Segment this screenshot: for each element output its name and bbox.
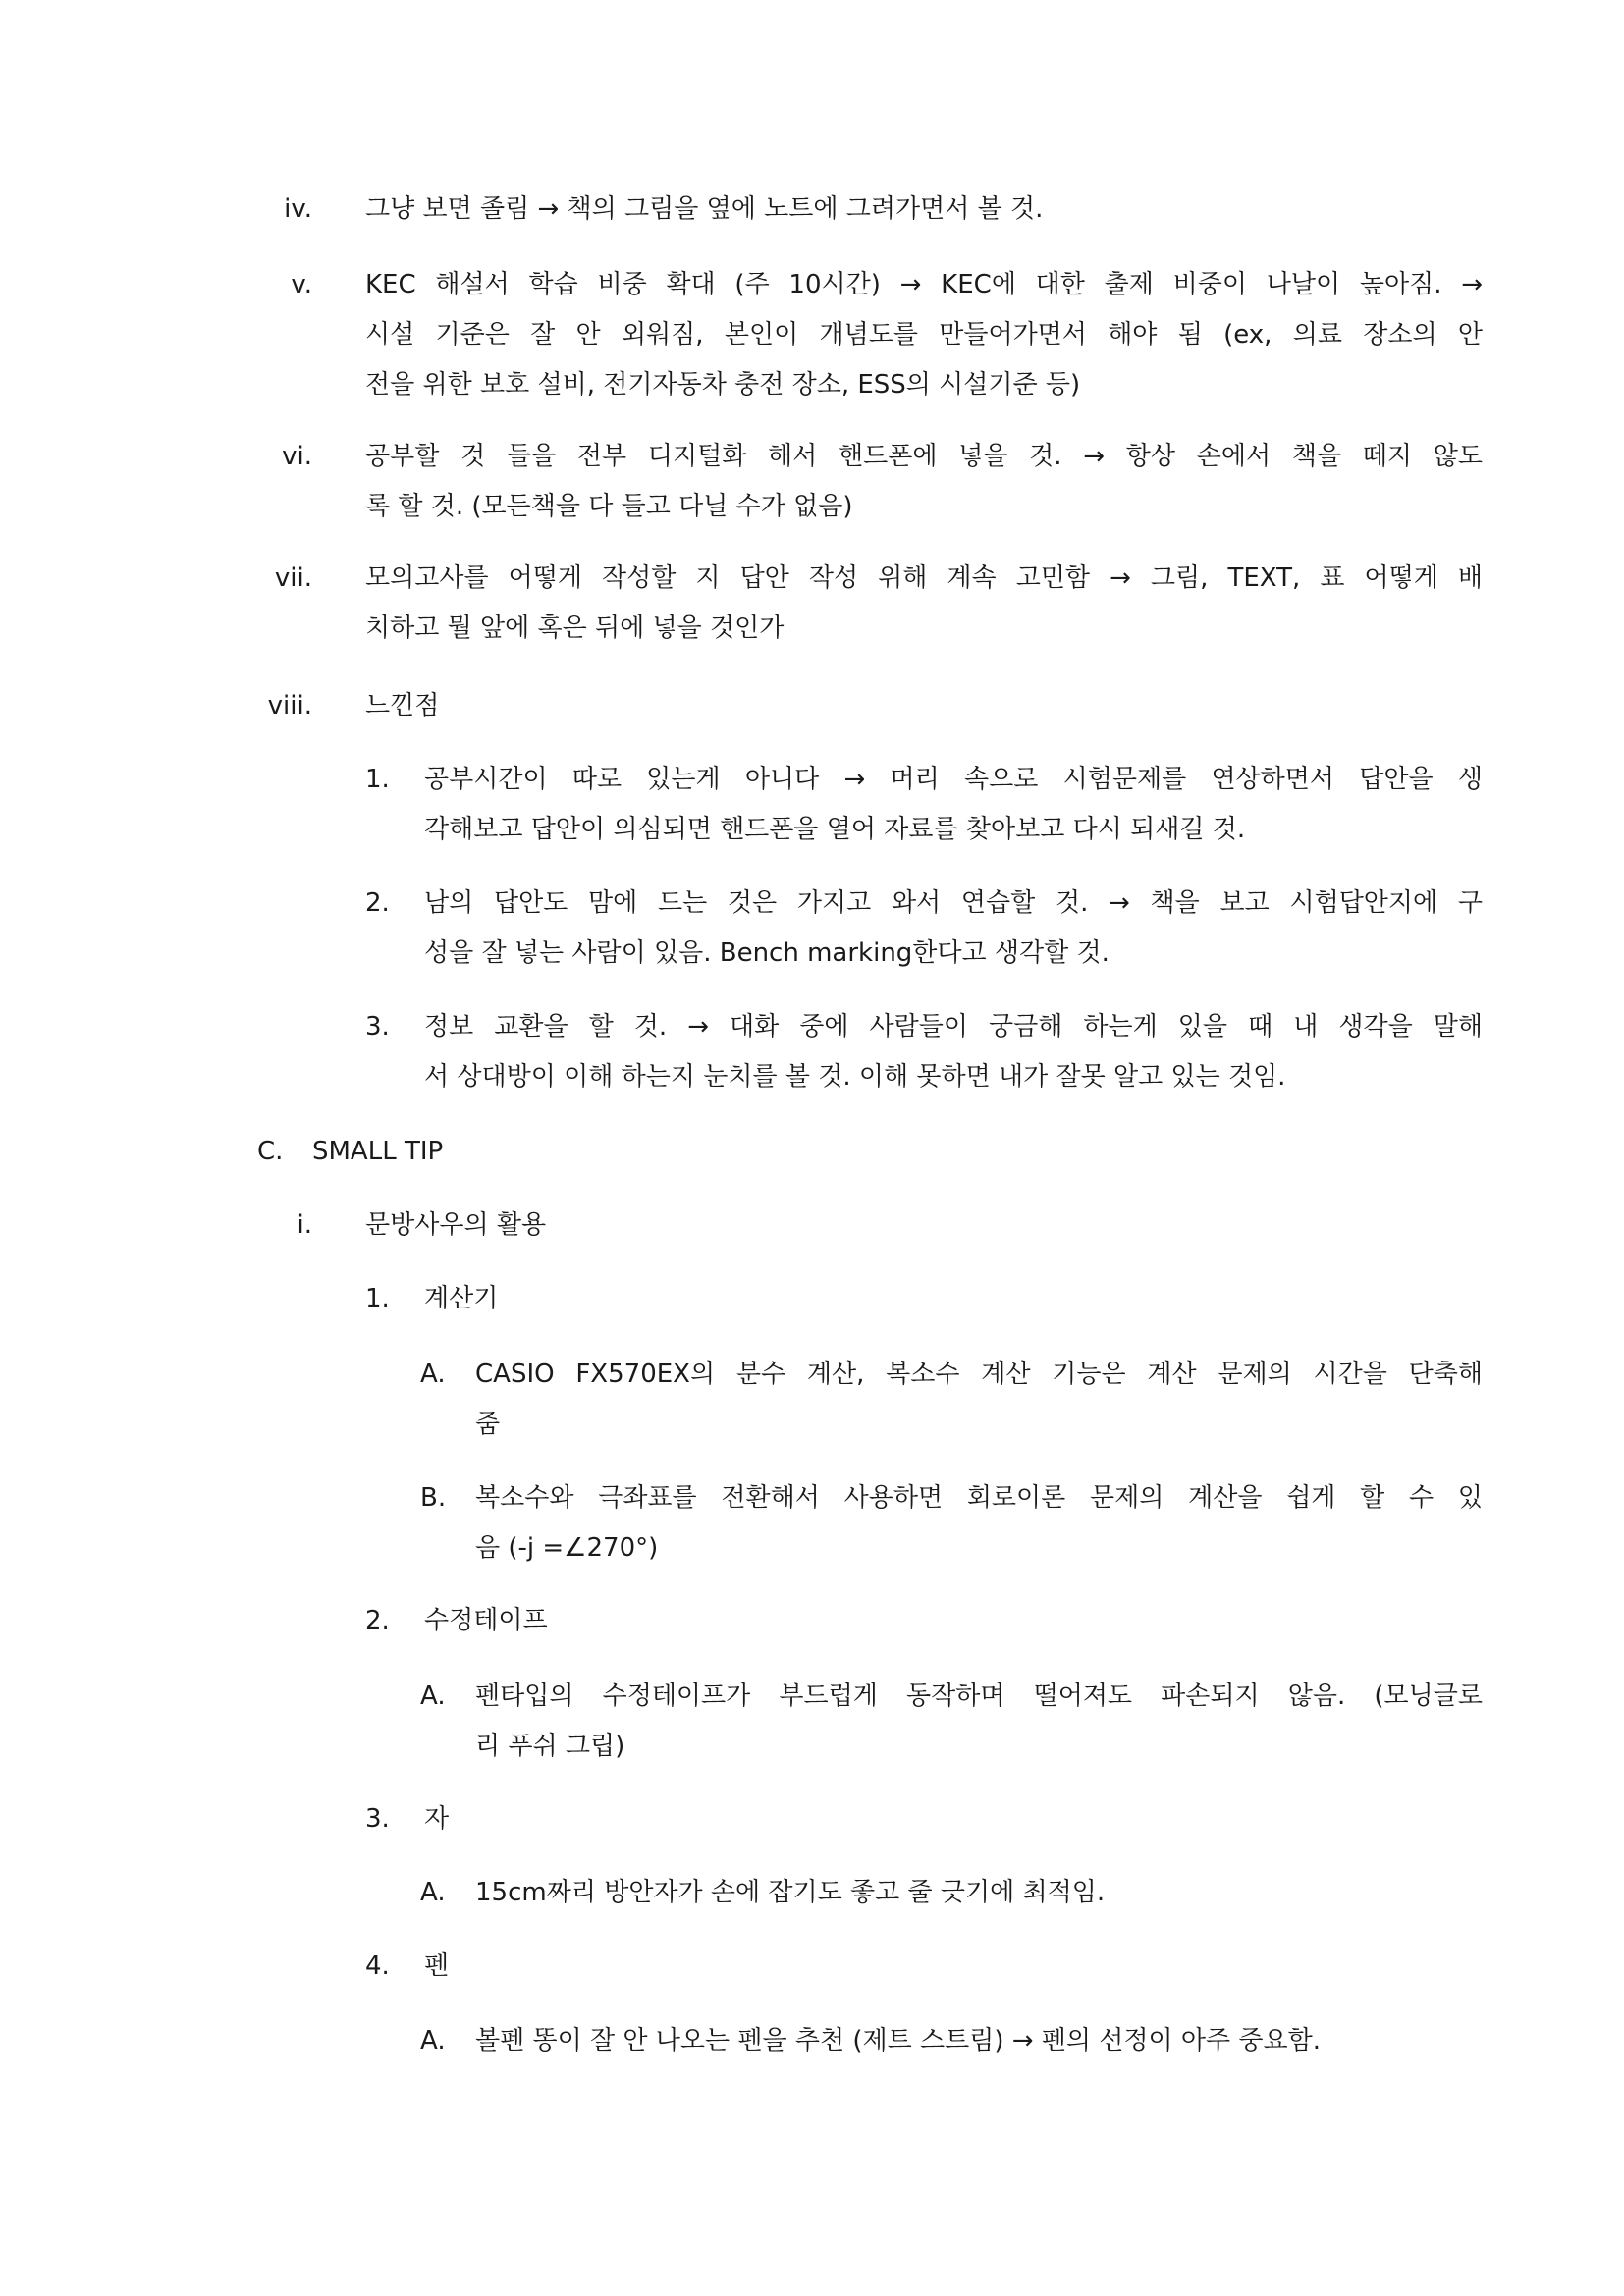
item-text-line: 수정테이프 [424, 1606, 548, 1635]
list-marker: i. [297, 1210, 312, 1240]
item-text-line: 남의 답안도 맘에 드는 것은 가지고 와서 연습할 것. → 책을 보고 시험답안지에 구 [424, 888, 1483, 918]
item-text-line: 펜 [424, 1951, 450, 1981]
list-marker: viii. [267, 691, 312, 721]
item-text-line: 시설 기준은 잘 안 외워짐, 본인이 개념도를 만들어가면서 해야 됨 (ex, 의료 장소의 안 [365, 320, 1483, 349]
item-text-line: 전을 위한 보호 설비, 전기자동차 충전 장소, ESS의 시설기준 등) [365, 370, 1081, 400]
list-marker: 2. [365, 888, 390, 918]
item-text-line: 공부할 것 들을 전부 디지털화 해서 핸드폰에 넣을 것. → 항상 손에서 책을 떼지 않도 [365, 442, 1483, 471]
item-text-line: 15cm짜리 방안자가 손에 잡기도 좋고 줄 긋기에 최적임. [475, 1878, 1106, 1907]
list-marker: A. [420, 1878, 446, 1907]
item-text-line: 성을 잘 넣는 사람이 있음. Bench marking한다고 생각할 것. [424, 938, 1110, 968]
item-text-line: 자 [424, 1804, 450, 1834]
item-text-line: 서 상대방이 이해 하는지 눈치를 볼 것. 이해 못하면 내가 잘못 알고 있는 것임. [424, 1062, 1286, 1092]
list-marker: A. [420, 1682, 446, 1711]
list-marker: 3. [365, 1012, 390, 1041]
list-marker: A. [420, 1360, 446, 1389]
item-text-line: 펜타입의 수정테이프가 부드럽게 동작하며 떨어져도 파손되지 않음. (모닝글로 [475, 1682, 1483, 1711]
list-marker: 1. [365, 765, 390, 794]
list-marker: B. [420, 1483, 447, 1513]
item-text-line: SMALL TIP [312, 1137, 444, 1166]
item-text-line: 그냥 보면 졸림 → 책의 그림을 옆에 노트에 그려가면서 볼 것. [365, 194, 1044, 224]
item-text-line: 공부시간이 따로 있는게 아니다 → 머리 속으로 시험문제를 연상하면서 답안을 생 [424, 765, 1483, 794]
item-text-line: 계산기 [424, 1284, 499, 1313]
item-text-line: 줌 [475, 1410, 501, 1439]
list-marker: 2. [365, 1606, 390, 1635]
list-marker: 1. [365, 1284, 390, 1313]
item-text-line: 정보 교환을 할 것. → 대화 중에 사람들이 궁금해 하는게 있을 때 내 생각을 말해 [424, 1012, 1483, 1041]
list-marker: 3. [365, 1804, 390, 1834]
item-text-line: 문방사우의 활용 [365, 1210, 547, 1240]
item-text-line: 각해보고 답안이 의심되면 핸드폰을 열어 자료를 찾아보고 다시 되새길 것. [424, 815, 1246, 844]
item-text-line: 느낀점 [365, 691, 440, 721]
item-text-line: 모의고사를 어떻게 작성할 지 답안 작성 위해 계속 고민함 → 그림, TEXT, 표 어떻게 배 [365, 563, 1483, 593]
list-marker: vii. [274, 563, 312, 593]
item-text-line: CASIO FX570EX의 분수 계산, 복소수 계산 기능은 계산 문제의 시간을 단축해 [475, 1360, 1483, 1389]
item-text-line: KEC 해설서 학습 비중 확대 (주 10시간) → KEC에 대한 출제 비중이 나날이 높아짐. → [365, 270, 1483, 299]
item-text-line: 복소수와 극좌표를 전환해서 사용하면 회로이론 문제의 계산을 쉽게 할 수 있 [475, 1483, 1483, 1513]
list-marker: v. [291, 270, 312, 299]
list-marker: vi. [282, 442, 312, 471]
item-text-line: 치하고 뭘 앞에 혹은 뒤에 넣을 것인가 [365, 614, 785, 643]
list-marker: iv. [284, 194, 312, 224]
list-marker: C. [257, 1137, 284, 1166]
item-text-line: 볼펜 똥이 잘 안 나오는 펜을 추천 (제트 스트림) → 펜의 선정이 아주 중요함. [475, 2026, 1322, 2056]
item-text-line: 리 푸쉬 그립) [475, 1732, 625, 1761]
list-marker: A. [420, 2026, 446, 2056]
item-text-line: 록 할 것. (모든책을 다 들고 다닐 수가 없음) [365, 492, 853, 521]
list-marker: 4. [365, 1951, 390, 1981]
item-text-line: 음 (-j =∠270°) [475, 1533, 659, 1563]
